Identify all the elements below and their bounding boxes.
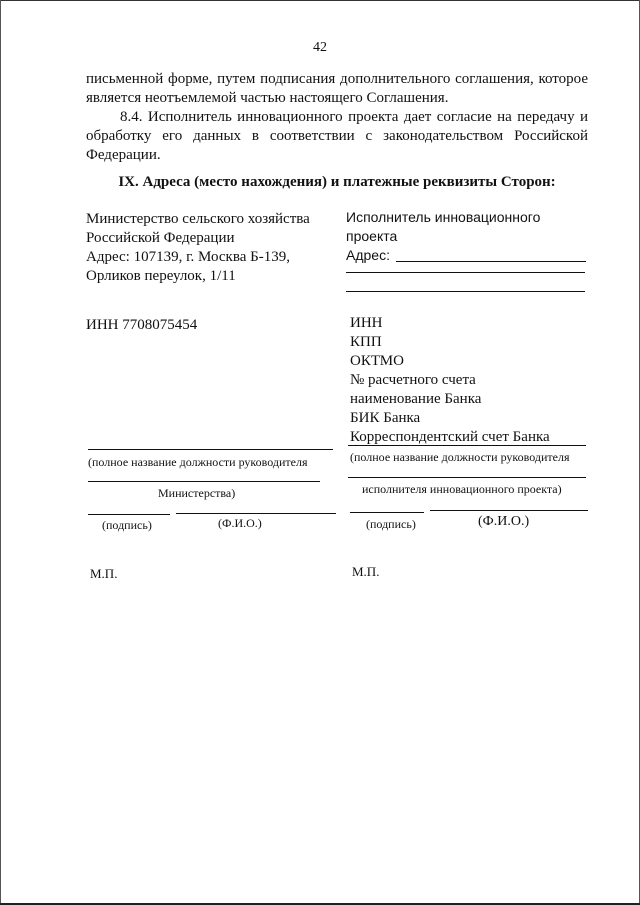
ministry-position-caption-1: (полное название должности руководителя [88,455,308,469]
executor-position-caption-1: (полное название должности руководителя [350,450,570,464]
page-border-top [0,0,640,1]
executor-stamp-place: М.П. [352,564,380,579]
requisite-corr-account: Корреспондентский счет Банка [350,429,550,445]
ministry-name-line2: Российской Федерации [86,230,235,246]
requisite-inn: ИНН [350,315,383,331]
executor-title-line1: Исполнитель инновационного [346,209,541,225]
ministry-stamp-place: М.П. [90,566,118,581]
executor-signature-line [350,512,424,513]
requisite-kpp: КПП [350,334,382,350]
ministry-fio-line [176,513,336,514]
executor-requisites [350,314,595,447]
requisite-oktmo: ОКТМО [350,353,404,369]
requisite-bank-name: наименование Банка [350,391,482,407]
ministry-position-caption-2: Министерства) [158,486,236,500]
ministry-fio-caption: (Ф.И.О.) [218,516,262,530]
page-number: 42 [313,40,327,55]
executor-position-caption-2: исполнителя инновационного проекта) [362,482,562,496]
ministry-inn: ИНН 7708075454 [86,317,198,333]
executor-address-blank-3 [346,291,585,292]
ministry-signature-line [88,514,170,515]
executor-title-line2: проекта [346,228,398,244]
ministry-address-line2: Орликов переулок, 1/11 [86,268,236,284]
paragraph-8-4: 8.4. Исполнитель инновационного проекта дает согласие на передачу и обработку его данных в соответствии с законодательством Российской Федерации. [86,109,588,163]
executor-address-label: Адрес: [346,247,390,263]
page-border-left [0,0,1,905]
executor-position-line [348,445,586,446]
ministry-position-line [88,449,333,450]
executor-signature-caption: (подпись) [366,517,416,531]
executor-block [346,208,591,265]
ministry-address-line1: Адрес: 107139, г. Москва Б-139, [86,249,290,265]
paragraph-continuation: письменной форме, путем подписания дополнительного соглашения, которое является неотъемлемой частью настоящего Соглашения. [86,71,588,106]
ministry-name-line1: Министерство сельского хозяйства [86,211,310,227]
executor-position-line-2 [348,477,586,478]
requisite-bik: БИК Банка [350,410,421,426]
executor-address-blank [396,260,586,262]
section-heading: IX. Адреса (место нахождения) и платежные реквизиты Сторон: [118,174,556,190]
requisite-account: № расчетного счета [350,372,476,388]
executor-address-row [346,246,591,265]
ministry-position-line-2 [88,481,320,482]
executor-address-blank-2 [346,272,585,273]
ministry-address-block [86,210,336,286]
executor-fio-line [430,510,588,511]
executor-fio-caption: (Ф.И.О.) [478,514,530,529]
ministry-signature-caption: (подпись) [102,518,152,532]
